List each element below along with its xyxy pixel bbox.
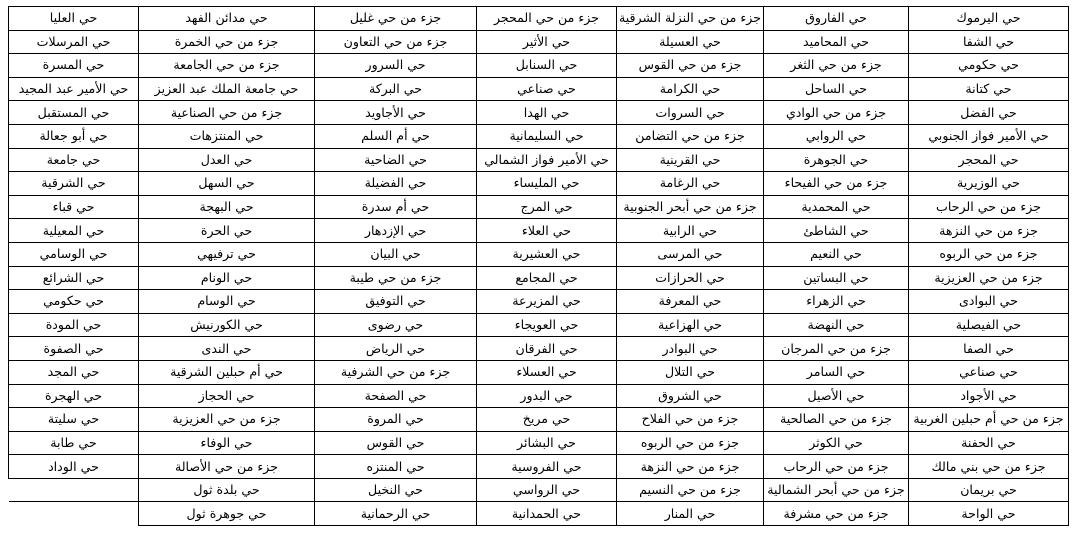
table-row: [9, 337, 1069, 361]
table-cell: حي الفضيلة: [315, 172, 477, 196]
table-row: [9, 455, 1069, 479]
table-cell: جزء من حي الرحاب: [909, 195, 1069, 219]
table-cell: حي الرابية: [617, 219, 764, 243]
table-cell: جزء من حي أم حبلين الغربية: [909, 408, 1069, 432]
table-cell: حي الساحل: [764, 77, 909, 101]
districts-table-body: [9, 7, 1069, 526]
table-cell: حي الكوثر: [764, 431, 909, 455]
table-cell: حي الأمير فواز الشمالي: [477, 148, 617, 172]
table-cell: حي الشروق: [617, 384, 764, 408]
table-cell: حي المعرفة: [617, 290, 764, 314]
table-cell: جزء من حي بني مالك: [909, 455, 1069, 479]
table-row: [9, 313, 1069, 337]
table-row: [9, 172, 1069, 196]
table-cell: حي المسرة: [9, 54, 139, 78]
table-cell: جزء من حي مشرفة: [764, 502, 909, 526]
table-cell: حي الشاطئ: [764, 219, 909, 243]
table-cell: جزء من حي الصناعية: [139, 101, 315, 125]
table-cell: حي البوادى: [909, 290, 1069, 314]
table-cell: حي البهجة: [139, 195, 315, 219]
table-row: [9, 101, 1069, 125]
table-cell: حي الحمدانية: [477, 502, 617, 526]
table-cell: جزء من حي أبحر الجنوبية: [617, 195, 764, 219]
table-cell: جزء من حي النسيم: [617, 478, 764, 502]
table-cell: حي الأثير: [477, 30, 617, 54]
table-cell: [9, 502, 139, 526]
table-cell: حي الشرقية: [9, 172, 139, 196]
table-cell: حي القرينية: [617, 148, 764, 172]
table-cell: حي العسيلة: [617, 30, 764, 54]
table-row: [9, 124, 1069, 148]
table-cell: حي الهزاعية: [617, 313, 764, 337]
table-cell: حي الشفا: [909, 30, 1069, 54]
table-cell: حي الصفحة: [315, 384, 477, 408]
table-cell: حي جوهرة ثول: [139, 502, 315, 526]
table-cell: جزء من حي النزهة: [909, 219, 1069, 243]
table-cell: جزء من حي العزيزية: [909, 266, 1069, 290]
table-cell: جزء من حي العزيزية: [139, 408, 315, 432]
table-cell: حي الإزدهار: [315, 219, 477, 243]
table-cell: حي القوس: [315, 431, 477, 455]
table-cell: حي العدل: [139, 148, 315, 172]
table-cell: حي السروات: [617, 101, 764, 125]
table-cell: حي المجامع: [477, 266, 617, 290]
table-cell: حي الزهراء: [764, 290, 909, 314]
table-cell: حي المرسى: [617, 242, 764, 266]
table-cell: حي العويجاء: [477, 313, 617, 337]
table-cell: حي الأمير فواز الجنوبي: [909, 124, 1069, 148]
table-row: [9, 502, 1069, 526]
table-cell: حي الضاحية: [315, 148, 477, 172]
table-cell: حي الأصيل: [764, 384, 909, 408]
table-cell: حي سليتة: [9, 408, 139, 432]
table-cell: حي المرج: [477, 195, 617, 219]
table-cell: حي بريمان: [909, 478, 1069, 502]
table-cell: حي الأجاويد: [315, 101, 477, 125]
table-cell: حي المروة: [315, 408, 477, 432]
table-cell: حي قباء: [9, 195, 139, 219]
table-cell: حي حكومي: [9, 290, 139, 314]
table-cell: حي الهجرة: [9, 384, 139, 408]
table-cell: حي السرور: [315, 54, 477, 78]
table-cell: حي الوسامي: [9, 242, 139, 266]
table-cell: جزء من حي الربوه: [909, 242, 1069, 266]
table-cell: جزء من حي الجامعة: [139, 54, 315, 78]
table-row: [9, 431, 1069, 455]
table-cell: حي البيان: [315, 242, 477, 266]
table-row: [9, 408, 1069, 432]
table-cell: حي الفيصلية: [909, 313, 1069, 337]
table-cell: حي الونام: [139, 266, 315, 290]
table-cell: حي النخيل: [315, 478, 477, 502]
table-cell: حي الجوهرة: [764, 148, 909, 172]
table-cell: حي النعيم: [764, 242, 909, 266]
table-cell: حي أم السلم: [315, 124, 477, 148]
table-row: [9, 266, 1069, 290]
table-cell: حي الحفنة: [909, 431, 1069, 455]
table-cell: حي أم حبلين الشرقية: [139, 360, 315, 384]
table-cell: جزء من حي الثغر: [764, 54, 909, 78]
table-cell: حي أم سدرة: [315, 195, 477, 219]
table-cell: جزء من حي النزلة الشرقية: [617, 7, 764, 31]
table-row: [9, 360, 1069, 384]
table-cell: حي العلاء: [477, 219, 617, 243]
table-cell: حي طابة: [9, 431, 139, 455]
table-cell: حي جامعة: [9, 148, 139, 172]
table-cell: حي حكومي: [909, 54, 1069, 78]
table-cell: حي الصفوة: [9, 337, 139, 361]
table-cell: حي البوادر: [617, 337, 764, 361]
table-cell: حي الأمير عبد المجيد: [9, 77, 139, 101]
table-cell: حي صناعي: [909, 360, 1069, 384]
districts-table: [8, 6, 1069, 526]
table-cell: جزء من حي النزهة: [617, 455, 764, 479]
table-cell: حي السنابل: [477, 54, 617, 78]
table-cell: حي بلدة ثول: [139, 478, 315, 502]
table-cell: جزء من حي الخمرة: [139, 30, 315, 54]
table-cell: حي الفضل: [909, 101, 1069, 125]
table-cell: حي المحجر: [909, 148, 1069, 172]
table-cell: جزء من حي الرحاب: [764, 455, 909, 479]
table-cell: حي جامعة الملك عبد العزيز: [139, 77, 315, 101]
table-cell: حي الكورنيش: [139, 313, 315, 337]
table-cell: حي العشيرية: [477, 242, 617, 266]
table-cell: حي الهدا: [477, 101, 617, 125]
table-cell: حي العسلاء: [477, 360, 617, 384]
table-cell: حي المحاميد: [764, 30, 909, 54]
table-cell: حي المنار: [617, 502, 764, 526]
table-cell: جزء من حي طيبة: [315, 266, 477, 290]
table-cell: حي صناعي: [477, 77, 617, 101]
table-cell: حي المليساء: [477, 172, 617, 196]
table-cell: جزء من حي غليل: [315, 7, 477, 31]
table-cell: حي الفرقان: [477, 337, 617, 361]
table-cell: حي ترفيهي: [139, 242, 315, 266]
table-row: [9, 384, 1069, 408]
table-cell: حي الأجواد: [909, 384, 1069, 408]
table-cell: حي المرسلات: [9, 30, 139, 54]
table-cell: حي التوفيق: [315, 290, 477, 314]
table-row: [9, 148, 1069, 172]
table-cell: حي البدور: [477, 384, 617, 408]
table-cell: حي الحجاز: [139, 384, 315, 408]
table-cell: حي أبو جعالة: [9, 124, 139, 148]
table-cell: [9, 478, 139, 502]
table-cell: حي السليمانية: [477, 124, 617, 148]
table-cell: حي الصفا: [909, 337, 1069, 361]
table-cell: جزء من حي الفلاح: [617, 408, 764, 432]
table-cell: حي الرغامة: [617, 172, 764, 196]
table-cell: جزء من حي القوس: [617, 54, 764, 78]
table-cell: جزء من حي المرجان: [764, 337, 909, 361]
table-cell: حي الرياض: [315, 337, 477, 361]
table-cell: جزء من حي أبحر الشمالية: [764, 478, 909, 502]
table-row: [9, 54, 1069, 78]
table-cell: حي البركة: [315, 77, 477, 101]
table-cell: حي التلال: [617, 360, 764, 384]
document-page: [8, 6, 1068, 526]
table-cell: جزء من حي الصالحية: [764, 408, 909, 432]
table-cell: حي السهل: [139, 172, 315, 196]
table-cell: حي الحرازات: [617, 266, 764, 290]
table-cell: حي كتانة: [909, 77, 1069, 101]
table-cell: جزء من حي التعاون: [315, 30, 477, 54]
table-cell: حي الوزيرية: [909, 172, 1069, 196]
table-cell: حي الروابي: [764, 124, 909, 148]
table-cell: حي اليرموك: [909, 7, 1069, 31]
table-cell: حي المستقبل: [9, 101, 139, 125]
table-cell: حي المعيلية: [9, 219, 139, 243]
table-cell: حي رضوى: [315, 313, 477, 337]
table-cell: جزء من حي الشرفية: [315, 360, 477, 384]
table-cell: حي السامر: [764, 360, 909, 384]
table-cell: جزء من حي الفيحاء: [764, 172, 909, 196]
table-cell: حي الوسام: [139, 290, 315, 314]
table-cell: جزء من حي المحجر: [477, 7, 617, 31]
table-cell: جزء من حي الأصالة: [139, 455, 315, 479]
table-cell: حي الرواسي: [477, 478, 617, 502]
table-cell: حي الوداد: [9, 455, 139, 479]
table-cell: حي البشائر: [477, 431, 617, 455]
table-row: [9, 478, 1069, 502]
table-cell: حي الكرامة: [617, 77, 764, 101]
table-cell: جزء من حي الربوه: [617, 431, 764, 455]
table-cell: حي المجد: [9, 360, 139, 384]
table-row: [9, 219, 1069, 243]
table-cell: حي الرحمانية: [315, 502, 477, 526]
table-cell: حي المزيرعة: [477, 290, 617, 314]
table-row: [9, 290, 1069, 314]
table-cell: حي المحمدية: [764, 195, 909, 219]
table-cell: حي مريخ: [477, 408, 617, 432]
table-cell: جزء من حي التضامن: [617, 124, 764, 148]
table-cell: حي مدائن الفهد: [139, 7, 315, 31]
table-cell: حي البساتين: [764, 266, 909, 290]
table-row: [9, 195, 1069, 219]
table-row: [9, 77, 1069, 101]
table-row: [9, 242, 1069, 266]
table-cell: حي الوفاء: [139, 431, 315, 455]
table-row: [9, 7, 1069, 31]
table-cell: حي المنتزهات: [139, 124, 315, 148]
table-cell: حي الحرة: [139, 219, 315, 243]
table-cell: حي النهضة: [764, 313, 909, 337]
table-cell: حي الشرائع: [9, 266, 139, 290]
table-cell: حي المودة: [9, 313, 139, 337]
table-cell: جزء من حي الوادي: [764, 101, 909, 125]
table-row: [9, 30, 1069, 54]
table-cell: حي الفاروق: [764, 7, 909, 31]
table-cell: حي العليا: [9, 7, 139, 31]
table-cell: حي الندى: [139, 337, 315, 361]
table-cell: حي الواحة: [909, 502, 1069, 526]
table-cell: حي المنتزه: [315, 455, 477, 479]
table-cell: حي الفروسية: [477, 455, 617, 479]
